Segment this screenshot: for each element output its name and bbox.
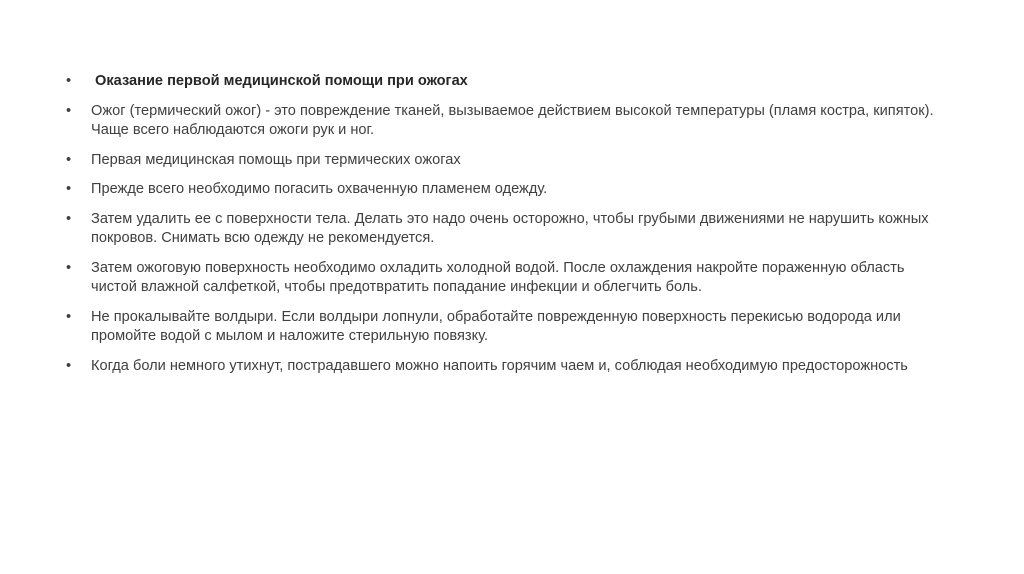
bullet-item: [66, 210, 946, 249]
bullet-item: [66, 308, 946, 347]
bullet-dot: •: [66, 73, 72, 89]
bullet-dot: •: [66, 357, 72, 374]
bullet-dot: •: [66, 181, 72, 197]
bullet-item: [66, 259, 946, 298]
bullet-item: [66, 151, 946, 171]
bullet-dot: •: [66, 259, 72, 276]
bullet-dot: •: [66, 308, 72, 325]
bullet-item: [66, 102, 946, 141]
bullet-text: Ожог (термический ожог) - это повреждение тканей, вызываемое действием высокой температуры (пламя костра, кипяток). Чаще всего наблюдаются ожоги рук и ног.: [91, 102, 934, 138]
bullet-text: Не прокалывайте волдыри. Если волдыри лопнули, обработайте поврежденную поверхность перекисью водорода или промойте водой с мылом и наложите стерильную повязку.: [91, 308, 901, 344]
bullet-dot: •: [66, 210, 72, 227]
bullet-item: [66, 357, 946, 377]
bullet-dot: •: [66, 102, 72, 119]
bullet-text: Затем удалить ее с поверхности тела. Делать это надо очень осторожно, чтобы грубыми движениями не нарушить кожных покровов. Снимать всю одежду не рекомендуется.: [91, 210, 929, 246]
bullet-text: Прежде всего необходимо погасить охваченную пламенем одежду.: [91, 181, 548, 197]
bullet-text: Первая медицинская помощь при термических ожогах: [91, 151, 461, 168]
bullet-text: Когда боли немного утихнут, пострадавшего можно напоить горячим чаем и, соблюдая необходимую предосторожность: [91, 357, 908, 374]
bullet-text: Затем ожоговую поверхность необходимо охладить холодной водой. После охлаждения накройте пораженную область чистой влажной салфеткой, чтобы предотвратить попадание инфекции и облегчить боль.: [91, 259, 905, 295]
slide-heading: Оказание первой медицинской помощи при ожогах: [95, 73, 468, 89]
bullet-item-heading: [66, 72, 946, 92]
bullet-item: [66, 180, 946, 200]
bullet-list: [66, 72, 946, 386]
bullet-dot: •: [66, 151, 72, 168]
